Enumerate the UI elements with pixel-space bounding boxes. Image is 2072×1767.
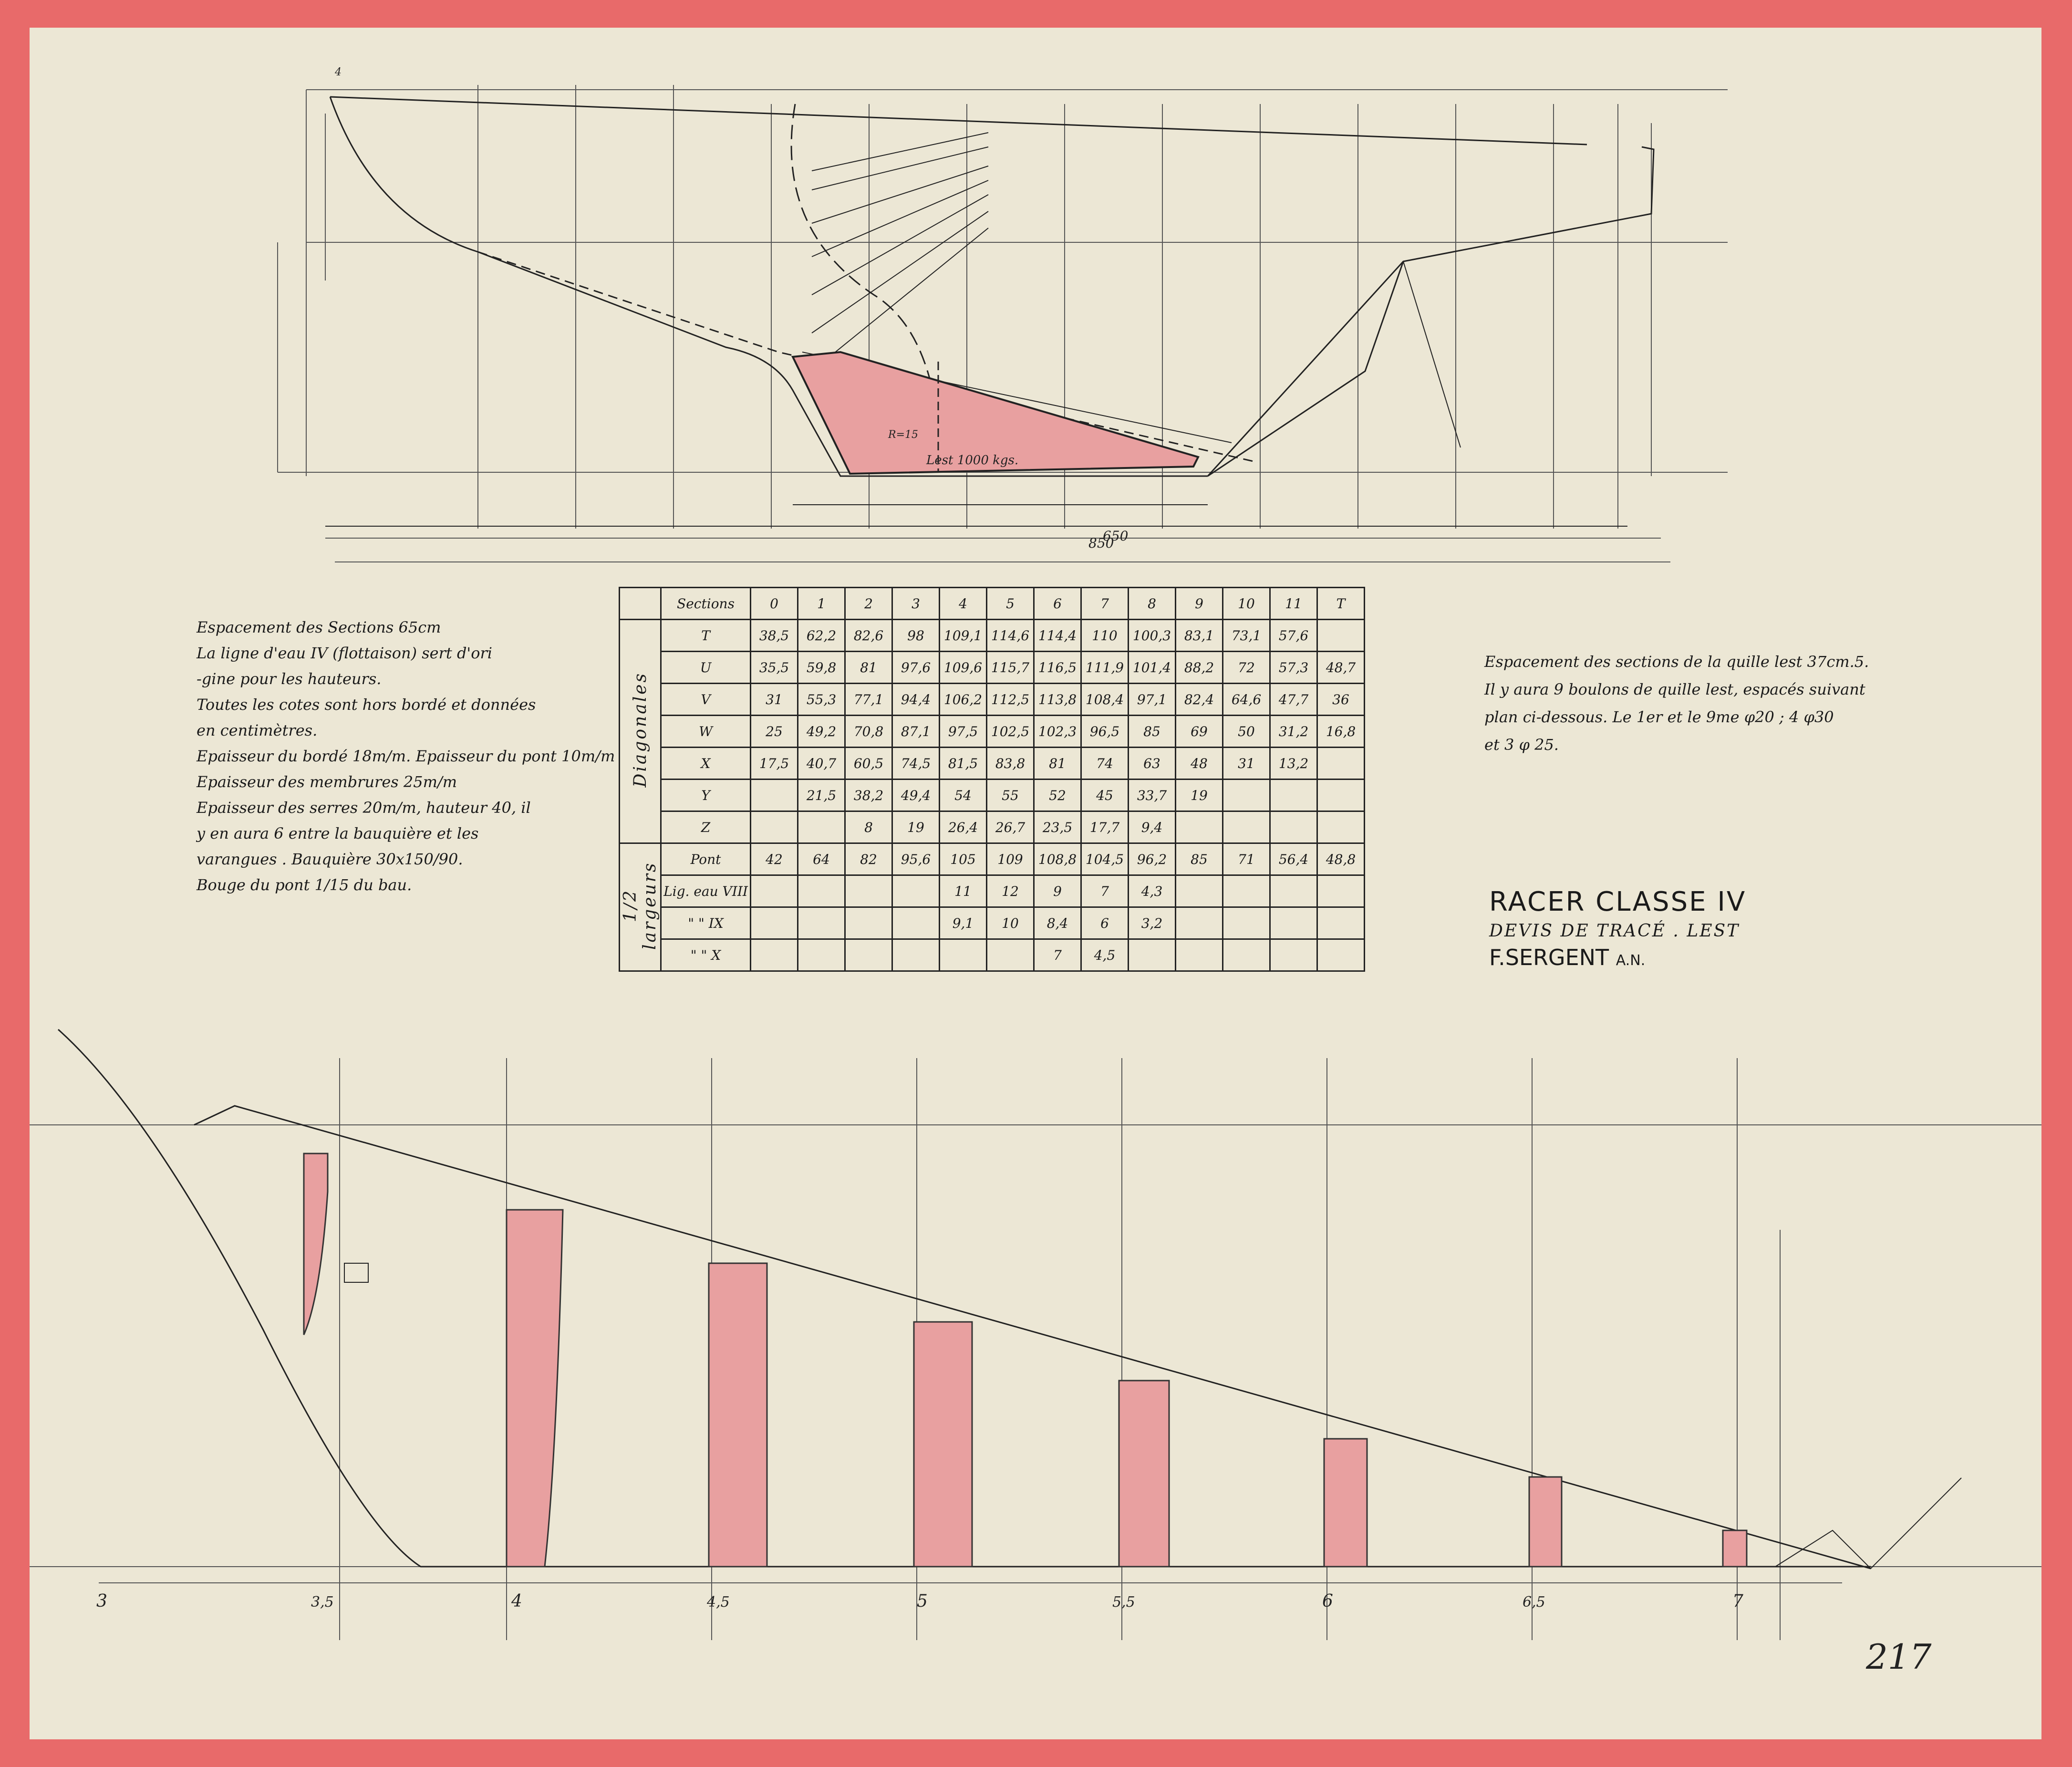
- table-cell: 85: [1129, 716, 1176, 748]
- note-line: en centimètres.: [197, 721, 318, 739]
- table-column-header: 7: [1081, 588, 1129, 620]
- dimension-650: 650: [1103, 528, 1129, 544]
- table-cell: 7: [1081, 875, 1129, 907]
- keel-section-6: 6: [1322, 1591, 1333, 1611]
- table-cell: [1270, 907, 1317, 939]
- table-cell: 31: [1223, 748, 1270, 780]
- table-cell: 83,8: [987, 748, 1034, 780]
- table-row: [620, 875, 1365, 907]
- sheer-line: [330, 97, 1587, 145]
- table-row: [620, 907, 1365, 939]
- table-cell: [1317, 811, 1365, 843]
- keel-section-5-5: 5,5: [1112, 1594, 1135, 1611]
- ballast-label: Lest 1000 kgs.: [926, 453, 1019, 468]
- table-cell: 54: [940, 780, 987, 811]
- sheet-number: 217: [1866, 1637, 1932, 1677]
- table-cell: 9,4: [1129, 811, 1176, 843]
- table-column-header: 3: [892, 588, 940, 620]
- stem-profile: [330, 97, 1208, 476]
- table-column-header: 2: [845, 588, 892, 620]
- table-cell: 81: [845, 652, 892, 684]
- table-cell: 82,6: [845, 620, 892, 652]
- table-cell: 72: [1223, 652, 1270, 684]
- table-row-label: Lig. eau VIII: [661, 875, 751, 907]
- table-cell: 16,8: [1317, 716, 1365, 748]
- table-cell: 17,7: [1081, 811, 1129, 843]
- table-cell: 74,5: [892, 748, 940, 780]
- table-cell: 4,5: [1081, 939, 1129, 971]
- table-cell: 48: [1176, 748, 1223, 780]
- table-cell: 70,8: [845, 716, 892, 748]
- table-cell: 31: [751, 684, 798, 716]
- table-cell: 19: [1176, 780, 1223, 811]
- note-line: varangues . Bauquière 30x150/90.: [197, 850, 463, 868]
- table-cell: 115,7: [987, 652, 1034, 684]
- table-cell: 105: [940, 843, 987, 875]
- table-cell: [987, 939, 1034, 971]
- note-line: et 3 φ 25.: [1484, 736, 1559, 754]
- table-cell: [798, 811, 845, 843]
- table-cell: 7: [1034, 939, 1081, 971]
- note-line: Espacement des sections de la quille lest 37cm.5.: [1484, 653, 1869, 671]
- table-cell: 64: [798, 843, 845, 875]
- table-row: [620, 620, 1365, 652]
- table-cell: [892, 875, 940, 907]
- table-header-row: [620, 588, 1365, 620]
- table-cell: 4,3: [1129, 875, 1176, 907]
- table-cell: 101,4: [1129, 652, 1176, 684]
- table-column-header: 9: [1176, 588, 1223, 620]
- table-cell: [751, 939, 798, 971]
- table-cell: 94,4: [892, 684, 940, 716]
- note-line: y en aura 6 entre la bauquière et les: [197, 824, 479, 842]
- notes-right: [1484, 648, 1869, 759]
- keel-top-line: [194, 1106, 1871, 1569]
- table-column-header: 4: [940, 588, 987, 620]
- table-cell: 104,5: [1081, 843, 1129, 875]
- table-cell: 111,9: [1081, 652, 1129, 684]
- table-cell: 102,5: [987, 716, 1034, 748]
- table-cell: [1176, 811, 1223, 843]
- table-cell: 102,3: [1034, 716, 1081, 748]
- notes-left: [197, 614, 615, 898]
- table-cell: [1317, 780, 1365, 811]
- table-cell: 109,1: [940, 620, 987, 652]
- drawing-sheet: [30, 28, 2041, 1739]
- table-cell: 113,8: [1034, 684, 1081, 716]
- drawing-title: RACER CLASSE IV: [1489, 886, 1747, 917]
- keel-section-3: 3: [96, 1591, 107, 1611]
- table-cell: [1129, 939, 1176, 971]
- table-cell: 108,4: [1081, 684, 1129, 716]
- table-cell: [751, 907, 798, 939]
- table-cell: 106,2: [940, 684, 987, 716]
- table-cell: 81: [1034, 748, 1081, 780]
- note-line: Espacement des Sections 65cm: [197, 618, 441, 636]
- table-cell: 57,3: [1270, 652, 1317, 684]
- table-column-header: 10: [1223, 588, 1270, 620]
- table-row: [620, 748, 1365, 780]
- table-cell: [751, 811, 798, 843]
- drawing-subtitle: DEVIS DE TRACÉ . LEST: [1489, 921, 1740, 941]
- keel-section-6-5: 6,5: [1523, 1594, 1545, 1611]
- table-cell: 73,1: [1223, 620, 1270, 652]
- table-cell: 8: [845, 811, 892, 843]
- note-line: Epaisseur du bordé 18m/m. Epaisseur du pont 10m/m: [197, 747, 615, 765]
- table-cell: 9: [1034, 875, 1081, 907]
- table-cell: 109: [987, 843, 1034, 875]
- keel-section-3-5: 3,5: [311, 1594, 334, 1611]
- table-cell: [1223, 939, 1270, 971]
- drawing-author: [1489, 945, 1746, 970]
- table-cell: 63: [1129, 748, 1176, 780]
- note-line: -gine pour les hauteurs.: [197, 670, 382, 688]
- table-cell: [798, 907, 845, 939]
- table-row-label: T: [661, 620, 751, 652]
- table-cell: 50: [1223, 716, 1270, 748]
- keel-section-4: 4: [511, 1591, 522, 1611]
- table-cell: 55: [987, 780, 1034, 811]
- keel-section-4-5: 4,5: [707, 1594, 730, 1611]
- table-row-label: Y: [661, 780, 751, 811]
- table-cell: 17,5: [751, 748, 798, 780]
- table-row: [620, 780, 1365, 811]
- table-cell: 48,7: [1317, 652, 1365, 684]
- table-cell: [1317, 620, 1365, 652]
- table-cell: 38,5: [751, 620, 798, 652]
- table-cell: 25: [751, 716, 798, 748]
- table-cell: 8,4: [1034, 907, 1081, 939]
- table-cell: [845, 907, 892, 939]
- table-cell: 110: [1081, 620, 1129, 652]
- table-row-label: Z: [661, 811, 751, 843]
- table-cell: [751, 875, 798, 907]
- table-row: [620, 652, 1365, 684]
- profile-grid: [278, 85, 1728, 562]
- table-cell: 109,6: [940, 652, 987, 684]
- table-cell: 96,5: [1081, 716, 1129, 748]
- table-cell: [1317, 748, 1365, 780]
- table-cell: [1176, 939, 1223, 971]
- table-cell: [1176, 907, 1223, 939]
- table-cell: 69: [1176, 716, 1223, 748]
- table-cell: 38,2: [845, 780, 892, 811]
- table-row-label: " " IX: [661, 907, 751, 939]
- table-cell: [1270, 875, 1317, 907]
- table-cell: 31,2: [1270, 716, 1317, 748]
- table-cell: [1270, 780, 1317, 811]
- table-column-header: 8: [1129, 588, 1176, 620]
- table-cell: 55,3: [798, 684, 845, 716]
- dimension-850: 850: [1088, 535, 1114, 551]
- table-column-header: 5: [987, 588, 1034, 620]
- table-cell: [1317, 907, 1365, 939]
- table-cell: 23,5: [1034, 811, 1081, 843]
- table-header-label: Sections: [661, 588, 751, 620]
- table-cell: 82,4: [1176, 684, 1223, 716]
- table-cell: 114,4: [1034, 620, 1081, 652]
- table-cell: 83,1: [1176, 620, 1223, 652]
- table-cell: [1270, 811, 1317, 843]
- table-cell: 57,6: [1270, 620, 1317, 652]
- table-row-label: X: [661, 748, 751, 780]
- table-cell: 96,2: [1129, 843, 1176, 875]
- table-cell: 87,1: [892, 716, 940, 748]
- table-cell: 114,6: [987, 620, 1034, 652]
- table-cell: 59,8: [798, 652, 845, 684]
- table-cell: [751, 780, 798, 811]
- table-cell: 77,1: [845, 684, 892, 716]
- note-line: La ligne d'eau IV (flottaison) sert d'ori: [197, 644, 493, 662]
- table-group-text: Diagonales: [630, 672, 650, 788]
- table-cell: 88,2: [1176, 652, 1223, 684]
- table-cell: 95,6: [892, 843, 940, 875]
- table-cell: 60,5: [845, 748, 892, 780]
- table-cell: [892, 939, 940, 971]
- note-line: Epaisseur des membrures 25m/m: [197, 773, 457, 791]
- table-cell: 10: [987, 907, 1034, 939]
- table-group-label: [620, 843, 661, 971]
- table-row-label: V: [661, 684, 751, 716]
- note-line: Epaisseur des serres 20m/m, hauteur 40, il: [197, 799, 531, 817]
- table-column-header: 6: [1034, 588, 1081, 620]
- table-cell: 35,5: [751, 652, 798, 684]
- note-line: Toutes les cotes sont hors bordé et données: [197, 696, 536, 714]
- table-cell: 19: [892, 811, 940, 843]
- author-name: F.SERGENT: [1489, 945, 1609, 970]
- table-cell: 33,7: [1129, 780, 1176, 811]
- table-cell: 81,5: [940, 748, 987, 780]
- table-cell: 97,5: [940, 716, 987, 748]
- note-line: plan ci-dessous. Le 1er et le 9me φ20 ; 4 φ30: [1484, 708, 1834, 726]
- table-cell: 6: [1081, 907, 1129, 939]
- table-cell: [1176, 875, 1223, 907]
- table-cell: 49,4: [892, 780, 940, 811]
- title-block: [1489, 886, 1746, 970]
- table-cell: [1223, 811, 1270, 843]
- table-cell: 108,8: [1034, 843, 1081, 875]
- table-row-label: W: [661, 716, 751, 748]
- table-group-label: [620, 620, 661, 843]
- table-cell: 49,2: [798, 716, 845, 748]
- table-column-header: 1: [798, 588, 845, 620]
- table-cell: [1317, 939, 1365, 971]
- table-cell: [1270, 939, 1317, 971]
- table-column-header: 0: [751, 588, 798, 620]
- underbody-line: [1208, 147, 1654, 476]
- table-cell: 64,6: [1223, 684, 1270, 716]
- table-cell: 3,2: [1129, 907, 1176, 939]
- table-cell: 48,8: [1317, 843, 1365, 875]
- table-cell: [798, 939, 845, 971]
- table-row-label: Pont: [661, 843, 751, 875]
- table-cell: 36: [1317, 684, 1365, 716]
- table-row: [620, 716, 1365, 748]
- note-line: Il y aura 9 boulons de quille lest, espacés suivant: [1484, 680, 1865, 698]
- keel-section-7: 7: [1732, 1591, 1743, 1611]
- table-cell: 45: [1081, 780, 1129, 811]
- table-cell: [1223, 780, 1270, 811]
- table-cell: [798, 875, 845, 907]
- table-cell: 85: [1176, 843, 1223, 875]
- table-row-label: " " X: [661, 939, 751, 971]
- table-cell: 13,2: [1270, 748, 1317, 780]
- table-cell: 21,5: [798, 780, 845, 811]
- offsets-table: [619, 587, 1365, 972]
- table-cell: 12: [987, 875, 1034, 907]
- table-cell: 116,5: [1034, 652, 1081, 684]
- table-cell: 40,7: [798, 748, 845, 780]
- table-cell: 100,3: [1129, 620, 1176, 652]
- radius-label: R=15: [888, 429, 918, 441]
- table-cell: [1223, 875, 1270, 907]
- table-column-header: T: [1317, 588, 1365, 620]
- table-cell: 97,6: [892, 652, 940, 684]
- table-row: [620, 843, 1365, 875]
- top-margin-number: 4: [335, 66, 342, 78]
- table-cell: 82: [845, 843, 892, 875]
- table-cell: 74: [1081, 748, 1129, 780]
- table-cell: 47,7: [1270, 684, 1317, 716]
- table-cell: 42: [751, 843, 798, 875]
- bolt-blocks: [304, 1154, 1747, 1567]
- table-cell: 97,1: [1129, 684, 1176, 716]
- author-suffix: A.N.: [1616, 952, 1646, 969]
- table-cell: 71: [1223, 843, 1270, 875]
- table-cell: 26,7: [987, 811, 1034, 843]
- table-cell: [1223, 907, 1270, 939]
- table-cell: [1317, 875, 1365, 907]
- table-row-label: U: [661, 652, 751, 684]
- table-row: [620, 811, 1365, 843]
- table-cell: 56,4: [1270, 843, 1317, 875]
- table-cell: [892, 907, 940, 939]
- table-cell: 52: [1034, 780, 1081, 811]
- table-cell: 26,4: [940, 811, 987, 843]
- table-corner: [620, 588, 661, 620]
- table-cell: 112,5: [987, 684, 1034, 716]
- table-cell: 98: [892, 620, 940, 652]
- table-cell: [940, 939, 987, 971]
- note-line: Bouge du pont 1/15 du bau.: [197, 876, 412, 894]
- table-cell: [845, 875, 892, 907]
- table-column-header: 11: [1270, 588, 1317, 620]
- table-cell: [845, 939, 892, 971]
- table-cell: 11: [940, 875, 987, 907]
- table-cell: 9,1: [940, 907, 987, 939]
- table-row: [620, 684, 1365, 716]
- keel-section-5: 5: [917, 1591, 928, 1611]
- table-cell: 62,2: [798, 620, 845, 652]
- table-row: [620, 939, 1365, 971]
- table-group-text: 1/2 largeurs: [621, 861, 660, 950]
